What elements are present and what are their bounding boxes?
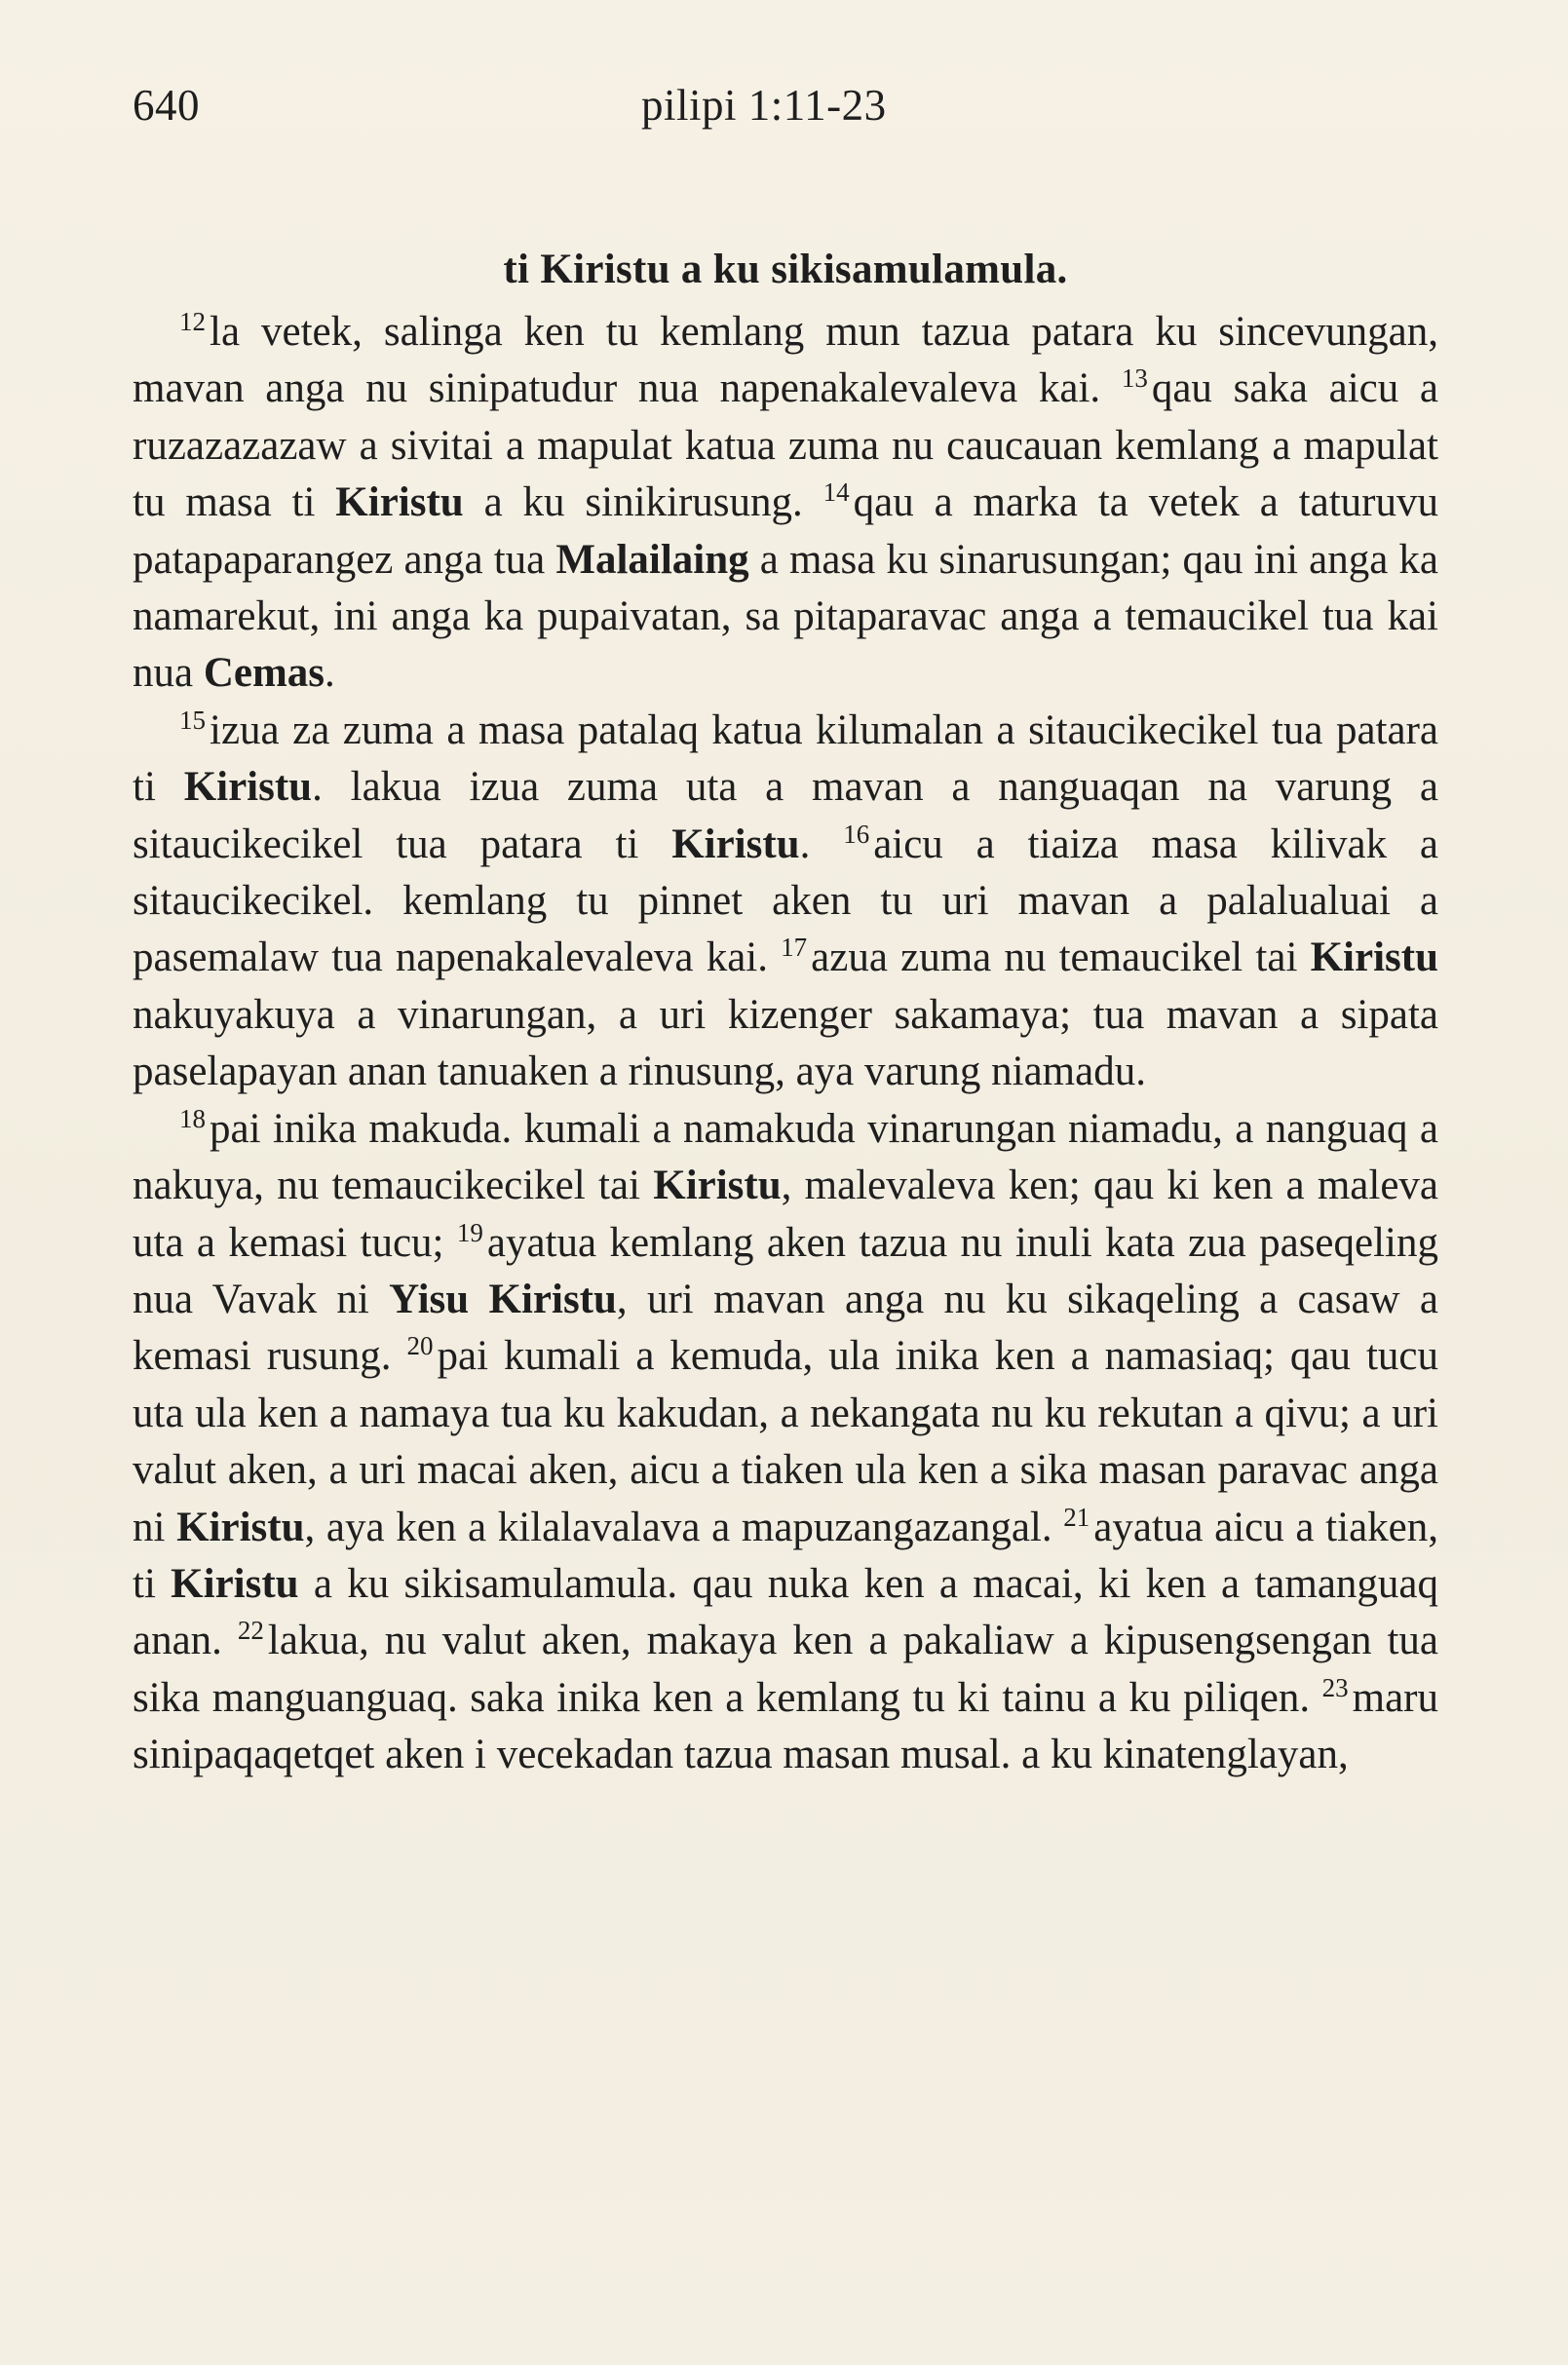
verse-text: la vetek, salinga ken tu kemlang mun tazua patara ku sincevungan, mavan anga nu sinipatudur nua napenakalevaleva kai. bbox=[133, 309, 1438, 412]
verse-number: 21 bbox=[1063, 1502, 1090, 1532]
running-head: pilipi 1:11-23 bbox=[641, 81, 887, 130]
emphasized-name: Kiristu bbox=[176, 1504, 305, 1550]
verse-text: a ku sikisamulamula. qau nuka ken a macai, ki ken a tamanguaq anan. bbox=[133, 1560, 1439, 1664]
verse-text: azua zuma nu temaucikel tai bbox=[811, 935, 1311, 981]
paragraph bbox=[133, 304, 1438, 703]
verse-text: . bbox=[325, 650, 335, 697]
verse-number: 12 bbox=[179, 307, 206, 336]
verse-number: 13 bbox=[1121, 363, 1148, 394]
emphasized-name: Yisu Kiristu bbox=[389, 1276, 617, 1322]
emphasized-name: Cemas bbox=[203, 650, 325, 697]
emphasized-name: Kiristu bbox=[1310, 935, 1438, 981]
verse-text: , uri mavan anga nu ku sikaqeling a casaw a kemasi rusung. bbox=[133, 1276, 1438, 1380]
verse-text: ayatua aicu a tiaken, ti bbox=[133, 1504, 1438, 1607]
verse-number: 15 bbox=[179, 705, 206, 735]
emphasized-name: Kiristu bbox=[171, 1560, 299, 1607]
verse-text: aicu a tiaiza masa kilivak a sitaucikecikel. kemlang tu pinnet aken tu uri mavan a palalualuai a pasemalaw tua napenakalevaleva kai. bbox=[133, 820, 1439, 981]
verse-number: 16 bbox=[843, 819, 870, 849]
verse-text: lakua, nu valut aken, makaya ken a pakaliaw a kipusengsengan tua sika manguanguaq. saka inika ken a kemlang tu ki tainu a ku piliqen. bbox=[133, 1618, 1438, 1721]
section-heading: ti Kiristu a ku sikisamulamula. bbox=[503, 247, 1068, 292]
verse-number: 20 bbox=[406, 1331, 434, 1361]
emphasized-name: Kiristu bbox=[335, 479, 464, 526]
body-text bbox=[133, 304, 1438, 1784]
page-number: 640 bbox=[133, 81, 200, 130]
verse-number: 22 bbox=[237, 1616, 264, 1646]
verse-text: pai kumali a kemuda, ula inika ken a namasiaq; qau tucu uta ula ken a namaya tua ku kakudan, a nekangata nu ku rekutan a qivu; a uri valut aken, a uri macai aken, aicu a tiaken ula ken a sika masan paravac anga ni bbox=[133, 1333, 1438, 1550]
verse-text: qau saka aicu a ruzazazazaw a sivitai a mapulat katua zuma nu caucauan kemlang a mapulat tu masa ti bbox=[133, 365, 1438, 526]
emphasized-name: Kiristu bbox=[653, 1163, 782, 1209]
verse-text: . lakua izua zuma uta a mavan a nanguaqan na varung a sitaucikecikel tua patara ti bbox=[133, 764, 1438, 867]
verse-number: 17 bbox=[781, 933, 808, 963]
verse-text: a masa ku sinarusungan; qau ini anga ka namarekut, ini anga ka pupaivatan, sa pitaparavac anga a temaucikel tua kai nua bbox=[133, 536, 1438, 697]
verse-text: a ku sinikirusung. bbox=[463, 479, 823, 526]
verse-number: 23 bbox=[1321, 1672, 1349, 1702]
verse-number: 18 bbox=[179, 1103, 206, 1133]
verse-text: qau a marka ta vetek a taturuvu patapaparangez anga tua bbox=[133, 479, 1438, 583]
verse-text: maru sinipaqaqetqet aken i vecekadan tazua masan musal. a ku kinatenglayan, bbox=[133, 1674, 1438, 1778]
verse-text: nakuyakuya a vinarungan, a uri kizenger sakamaya; tua mavan a sipata paselapayan anan tanuaken a rinusung, aya varung niamadu. bbox=[133, 991, 1438, 1095]
page-header bbox=[133, 80, 1438, 148]
verse-text: . bbox=[799, 820, 844, 867]
emphasized-name: Kiristu bbox=[671, 820, 800, 867]
verse-text: izua za zuma a masa patalaq katua kilumalan a sitaucikecikel tua patara ti bbox=[133, 706, 1438, 811]
paragraph bbox=[133, 1101, 1438, 1784]
verse-number: 19 bbox=[456, 1217, 483, 1247]
verse-number: 14 bbox=[822, 477, 850, 508]
verse-text: , aya ken a kilalavalava a mapuzangazangal. bbox=[304, 1504, 1064, 1550]
verse-text: pai inika makuda. kumali a namakuda vinarungan niamadu, a nanguaq a nakuya, nu temaucikecikel tai bbox=[133, 1105, 1438, 1209]
paragraph bbox=[133, 703, 1438, 1101]
emphasized-name: Malailaing bbox=[555, 536, 749, 583]
verse-text: ayatua kemlang aken tazua nu inuli kata zua paseqeling nua Vavak ni bbox=[133, 1219, 1438, 1322]
verse-text: , malevaleva ken; qau ki ken a maleva uta a kemasi tucu; bbox=[133, 1163, 1438, 1266]
emphasized-name: Kiristu bbox=[183, 764, 313, 811]
